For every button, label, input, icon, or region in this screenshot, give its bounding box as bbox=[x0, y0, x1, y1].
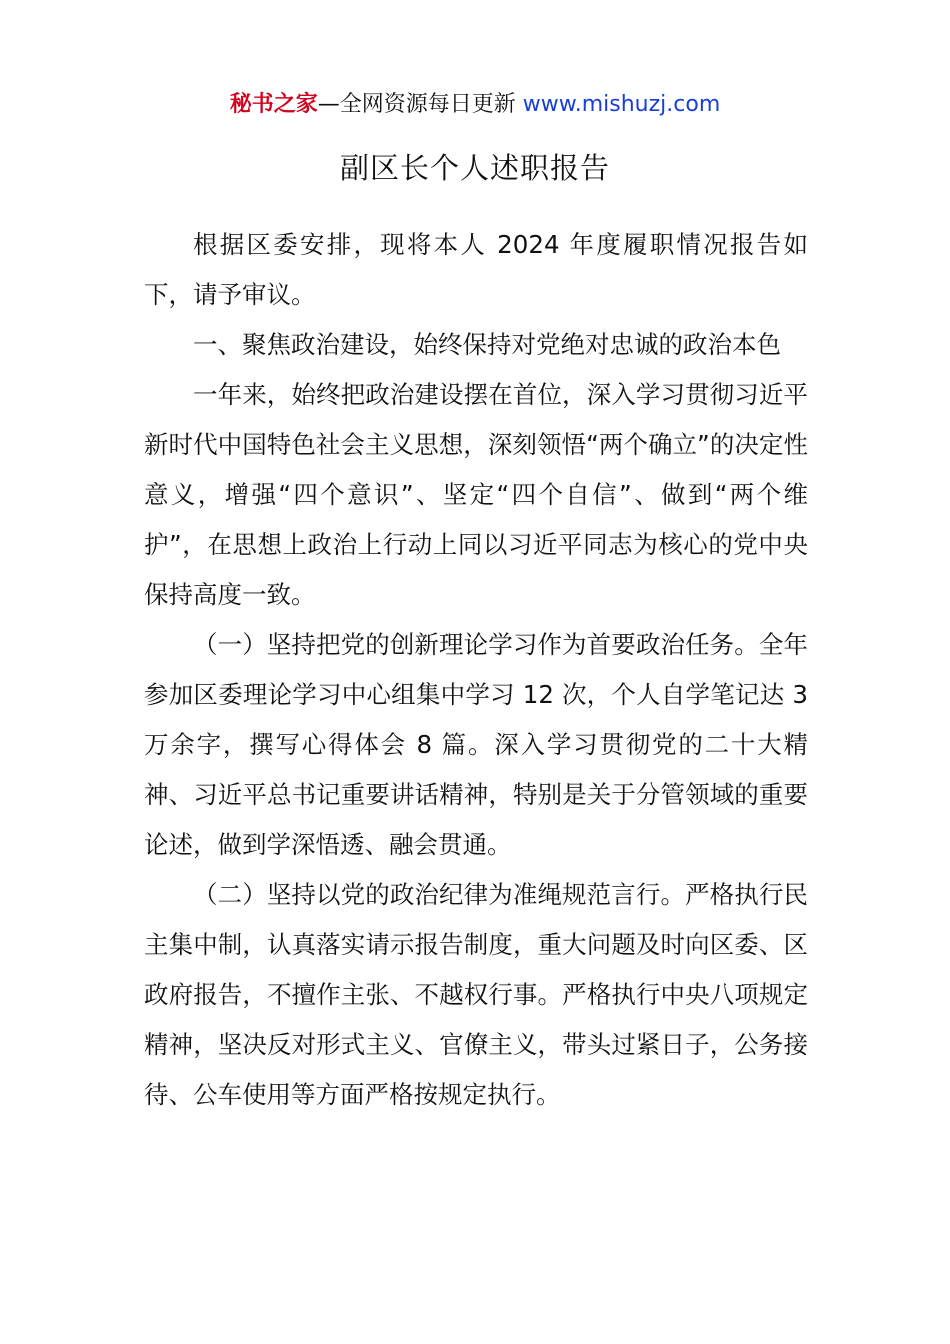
site-url[interactable]: www.mishuzj.com bbox=[522, 92, 721, 117]
document-body bbox=[144, 220, 808, 1120]
header-tagline: —全网资源每日更新 bbox=[317, 92, 523, 117]
section-heading-1: 一、聚焦政治建设，始终保持对党绝对忠诚的政治本色 bbox=[193, 330, 781, 359]
paragraph-intro: 根据区委安排，现将本人 2024 年度履职情况报告如下，请予审议。 bbox=[144, 230, 808, 309]
paragraph-section-1: 一年来，始终把政治建设摆在首位，深入学习贯彻习近平新时代中国特色社会主义思想，深刻领悟“两个确立”的决定性意义，增强“四个意识”、坚定“四个自信”、做到“两个维护”，在思想上政治上行动上同以习近平同志为核心的党中央保持高度一致。 bbox=[144, 380, 808, 609]
document-title: 副区长个人述职报告 bbox=[339, 151, 610, 185]
paragraph-subsection-1: （一）坚持把党的创新理论学习作为首要政治任务。全年参加区委理论学习中心组集中学习 12 次，个人自学笔记达 3 万余字，撰写心得体会 8 篇。深入学习贯彻党的二十大精神、习近平总书记重要讲话精神，特别是关于分管领域的重要论述，做到学深悟透、融会贯通。 bbox=[144, 630, 808, 859]
site-header bbox=[0, 88, 950, 122]
brand-name: 秘书之家 bbox=[229, 92, 318, 117]
paragraph-subsection-2: （二）坚持以党的政治纪律为准绳规范言行。严格执行民主集中制，认真落实请示报告制度，重大问题及时向区委、区政府报告，不擅作主张、不越权行事。严格执行中央八项规定精神，坚决反对形式主义、官僚主义，带头过紧日子，公务接待、公车使用等方面严格按规定执行。 bbox=[144, 880, 808, 1109]
